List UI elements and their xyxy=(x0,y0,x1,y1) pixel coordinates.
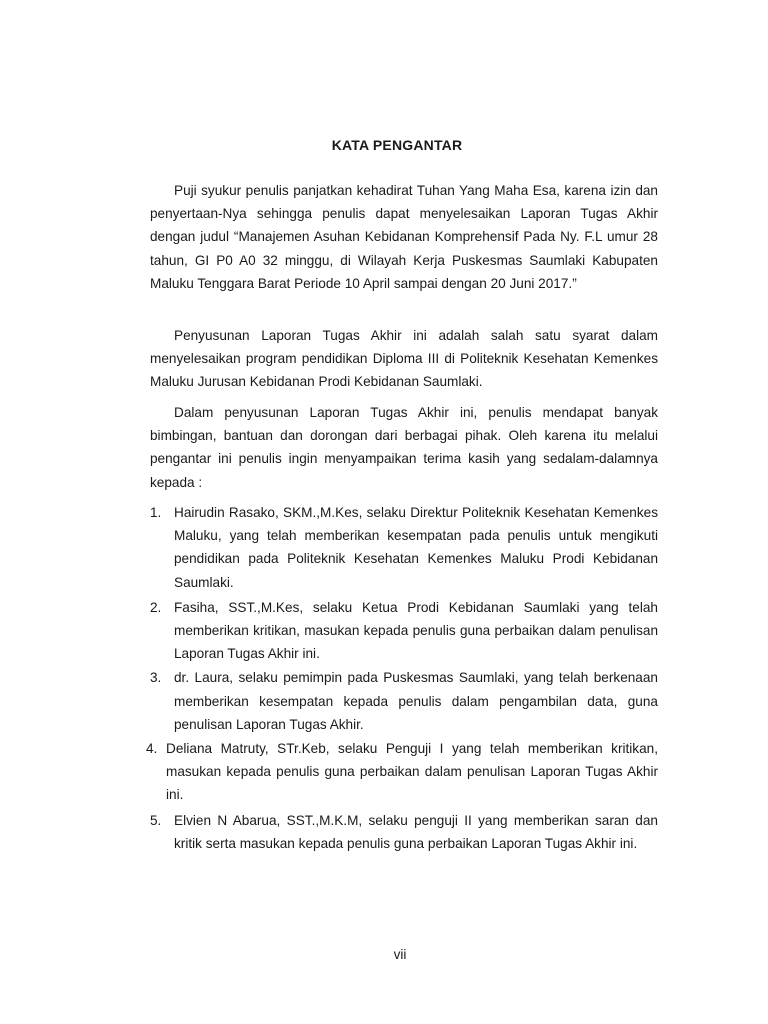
list-number: 4. xyxy=(146,741,158,757)
list-number: 5. xyxy=(150,812,162,828)
list-item xyxy=(150,666,658,736)
list-text: Elvien N Abarua, SST.,M.K.M, selaku penguji II yang memberikan saran dan kritik serta masukan kepada penulis guna perbaikan Laporan Tugas Akhir ini. xyxy=(174,812,658,851)
list-text: Fasiha, SST.,M.Kes, selaku Ketua Prodi Kebidanan Saumlaki yang telah memberikan kritikan, masukan kepada penulis guna perbaikan dalam penulisan Laporan Tugas Akhir ini. xyxy=(174,599,658,662)
list-item xyxy=(150,596,658,666)
list-item xyxy=(150,501,658,594)
paragraph-purpose: Penyusunan Laporan Tugas Akhir ini adalah salah satu syarat dalam menyelesaikan program pendidikan Diploma III di Politeknik Kesehatan Kemenkes Maluku Jurusan Kebidanan Prodi Kebidanan Saumlaki. xyxy=(150,328,658,390)
page-title: KATA PENGANTAR xyxy=(331,137,463,153)
list-text: Deliana Matruty, STr.Keb, selaku Penguji I yang telah memberikan kritikan, masukan kepada penulis guna perbaikan dalam penulisan Laporan Tugas Akhir ini. xyxy=(166,741,658,803)
list-text: Hairudin Rasako, SKM.,M.Kes, selaku Direktur Politeknik Kesehatan Kemenkes Maluku, yang telah memberikan kesempatan pada penulis untuk mengikuti pendidikan pada Politeknik Kesehatan Kemenkes Maluku Prodi Kebidanan Saumlaki. xyxy=(174,505,658,590)
acknowledgement-list xyxy=(146,501,658,855)
page-number: vii xyxy=(393,947,407,962)
list-item xyxy=(150,809,658,855)
list-number: 3. xyxy=(150,670,162,686)
list-number: 2. xyxy=(150,599,162,615)
list-number: 1. xyxy=(150,505,162,520)
paragraph-gratitude: Puji syukur penulis panjatkan kehadirat Tuhan Yang Maha Esa, karena izin dan penyertaan-Nya sehingga penulis dapat menyelesaikan Laporan Tugas Akhir dengan judul “Manajemen Asuhan Kebidanan Komprehensif Pada Ny. F.L umur 28 tahun, GI P0 A0 32 minggu, di Wilayah Kerja Puskesmas Saumlaki Kabupaten Maluku Tenggara Barat Periode 10 April sampai dengan 20 Juni 2017.” xyxy=(150,183,658,291)
list-item xyxy=(146,737,658,807)
list-text: dr. Laura, selaku pemimpin pada Puskesmas Saumlaki, yang telah berkenaan memberikan kesempatan kepada penulis dalam pengambilan data, guna penulisan Laporan Tugas Akhir. xyxy=(174,670,658,732)
paragraph-thanks-intro: Dalam penyusunan Laporan Tugas Akhir ini, penulis mendapat banyak bimbingan, bantuan dan dorongan dari berbagai pihak. Oleh karena itu melalui pengantar ini penulis ingin menyampaikan terima kasih yang sedalam-dalamnya kepada : xyxy=(150,405,658,490)
